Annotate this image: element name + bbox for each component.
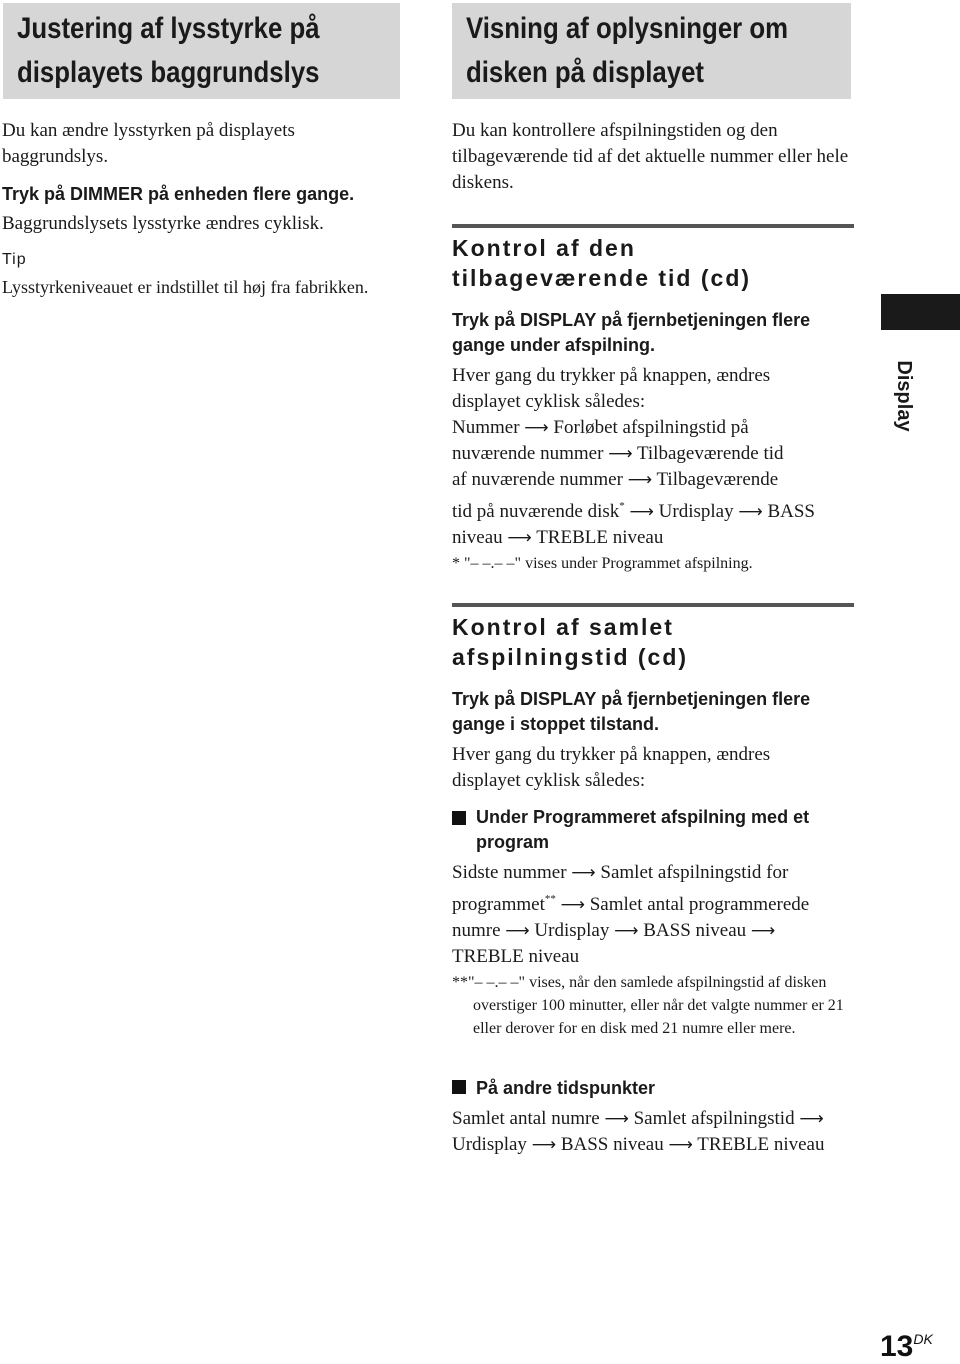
arrow-right-icon: ⟶ xyxy=(604,1109,629,1129)
seq-item: Urdisplay xyxy=(658,501,734,522)
arrow-right-icon: ⟶ xyxy=(668,1135,693,1155)
section1-lead: Hver gang du trykker på knappen, ændres displayet cyklisk således: xyxy=(452,365,771,412)
arrow-right-icon: ⟶ xyxy=(507,528,532,548)
seq-item: Samlet afspilningstid xyxy=(633,1108,795,1129)
arrow-right-icon: ⟶ xyxy=(738,502,763,522)
seq-item: Sidste nummer xyxy=(452,862,567,883)
left-result: Baggrundslysets lysstyrke ændres cyklisk. xyxy=(2,213,324,234)
section1-title xyxy=(452,233,862,293)
section2-title-line1: Kontrol af samlet xyxy=(452,614,674,640)
sub2-sequence xyxy=(452,1106,862,1158)
sub2-title-text: På andre tidspunkter xyxy=(476,1078,656,1098)
tip-text: Lysstyrkeniveauet er indstillet til høj fra fabrikken. xyxy=(2,277,369,297)
section1-sequence: Nummer ⟶ Forløbet afspilningstid på nuværende nummer ⟶ Tilbageværende tid af nuværende nummer ⟶ Tilbageværende tid på nuværende disk* ⟶ Urdisplay ⟶ BASS niveau ⟶ TREBLE niveau xyxy=(452,417,815,548)
section2-lead: Hver gang du trykker på knappen, ændres displayet cyklisk således: xyxy=(452,744,771,791)
left-intro: Du kan ændre lysstyrken på displayets baggrundslys. xyxy=(2,120,295,167)
sub2-title xyxy=(452,1076,857,1101)
section1-rule xyxy=(452,224,854,228)
section2-title-line2: afspilningstid (cd) xyxy=(452,644,689,670)
seq-item: Samlet antal numre xyxy=(452,1108,600,1129)
section1-instruction: Tryk på DISPLAY på fjernbetjeningen flere gange under afspilning. xyxy=(452,310,811,355)
seq-item: TREBLE niveau xyxy=(452,946,580,967)
arrow-right-icon: ⟶ xyxy=(614,921,639,941)
left-heading-line2: displayets baggrundslys xyxy=(17,56,320,89)
arrow-right-icon: ⟶ xyxy=(571,863,596,883)
square-bullet-icon xyxy=(452,1080,466,1094)
seq-item: TREBLE niveau xyxy=(536,527,664,548)
sub1-sequence: Sidste nummer ⟶ Samlet afspilningstid for programmet** ⟶ Samlet antal programmerede numre ⟶ Urdisplay ⟶ BASS niveau ⟶ TREBLE niveau xyxy=(452,862,810,967)
left-heading-line1: Justering af lysstyrke på xyxy=(17,12,320,45)
left-instruction: Tryk på DIMMER på enheden flere gange. xyxy=(2,184,355,204)
arrow-right-icon: ⟶ xyxy=(750,921,776,941)
seq-item: Nummer xyxy=(452,417,520,438)
seq-item: Urdisplay xyxy=(452,1134,527,1155)
arrow-right-icon: ⟶ xyxy=(524,418,549,438)
left-heading xyxy=(3,3,400,99)
arrow-right-icon: ⟶ xyxy=(531,1135,557,1155)
arrow-right-icon: ⟶ xyxy=(608,444,633,464)
section1-footnote: * "– –.– –" vises under Programmet afspilning. xyxy=(452,555,753,572)
sub1-title-text: Under Programmeret afspilning med et program xyxy=(476,807,810,852)
sub1-note: **"– –.– –" vises, når den samlede afspilningstid af disken overstiger 100 minutter, eller når det valgte nummer er 21 eller derover for en disk med 21 numre eller mere. xyxy=(452,974,844,1037)
section2-instruction: Tryk på DISPLAY på fjernbetjeningen flere gange i stoppet tilstand. xyxy=(452,689,811,734)
section1-title-line2: tilbageværende tid (cd) xyxy=(452,265,752,291)
right-heading xyxy=(452,3,851,99)
section2-title xyxy=(452,612,862,672)
arrow-right-icon: ⟶ xyxy=(560,895,585,915)
seq-item: TREBLE niveau xyxy=(697,1134,825,1155)
page-number xyxy=(880,1330,933,1364)
arrow-right-icon: ⟶ xyxy=(799,1109,824,1129)
footnote-mark: * xyxy=(619,500,625,512)
right-heading-line2: disken på displayet xyxy=(466,56,705,89)
footnote-mark: ** xyxy=(544,893,556,905)
arrow-right-icon: ⟶ xyxy=(627,470,653,490)
sub1-title xyxy=(452,805,857,855)
seq-item: BASS niveau xyxy=(560,1134,664,1155)
side-tab-marker xyxy=(881,294,960,330)
side-tab-label: Display xyxy=(893,360,915,432)
page-number-value: 13 xyxy=(880,1330,914,1363)
right-heading-line1: Visning af oplysninger om xyxy=(466,12,789,45)
section2-rule xyxy=(452,603,854,607)
square-bullet-icon xyxy=(452,811,466,825)
seq-item: BASS niveau xyxy=(643,920,747,941)
arrow-right-icon: ⟶ xyxy=(505,921,530,941)
seq-item: Urdisplay xyxy=(534,920,610,941)
right-intro: Du kan kontrollere afspilningstiden og den tilbageværende tid af det aktuelle nummer eller hele diskens. xyxy=(452,120,849,193)
section1-title-line1: Kontrol af den xyxy=(452,235,636,261)
arrow-right-icon: ⟶ xyxy=(629,502,654,522)
page-number-suffix: DK xyxy=(913,1331,933,1347)
tip-label: Tip xyxy=(2,251,27,268)
